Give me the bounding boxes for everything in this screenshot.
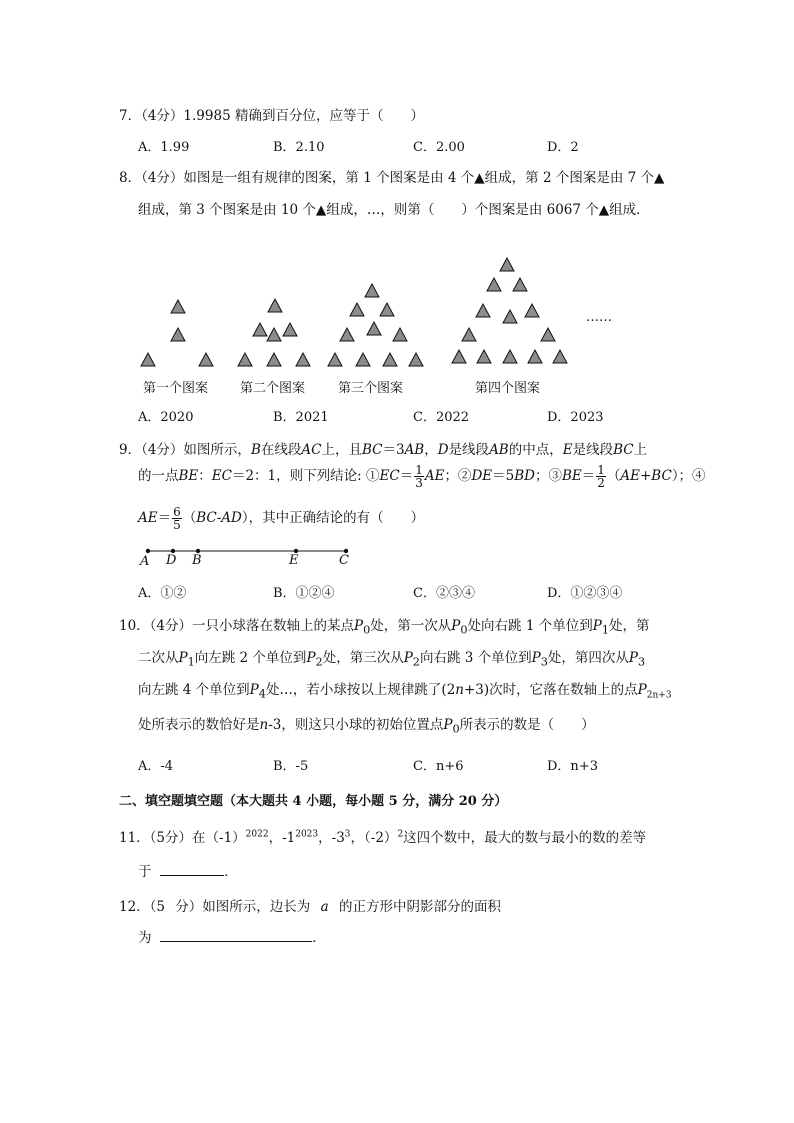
q10-line1: 10．（4分）一只小球落在数轴上的某点$P_0$处，第一次从$P_0$处向右跳 1 个单位到$P_1$处，第 [119,618,650,637]
q10-option-d: D．n+3 [547,759,598,774]
q10-option-a: A．-4 [138,759,174,774]
q12-line2: 为 ． [138,930,326,946]
point-label-e: E [289,553,299,568]
fraction-6-5: $\frac{6}{5}$ [173,505,181,532]
q7-option-a: A．1.99 [138,140,190,155]
q10-option-c: C．n+6 [413,759,464,774]
q8-option-c: C．2022 [413,410,470,425]
point-label-d: D [166,553,177,568]
q11-answer-blank[interactable] [160,875,224,876]
q8-option-b: B．2021 [273,410,329,425]
q7-stem: 7．（4分）1.9985 精确到百分位，应等于（ ） [119,108,424,124]
q9-line1: 9．（4分）如图所示，B在线段AC上，且BC＝3AB，D是线段AB的中点，E是线段BC上 [119,442,648,458]
q8-line1: 8．（4分）如图是一组有规律的图案，第 1 个图案是由 4 个▲组成，第 2 个图案是由 7 个▲ [119,170,665,186]
q9-option-b: B．①②④ [273,586,335,601]
point-label-c: C [339,553,349,568]
point-label-b: B [192,553,202,568]
caption-pattern-4: 第四个图案 [475,381,541,396]
q7-option-b: B．2.10 [273,140,325,155]
q7-option-c: C．2.00 [413,140,465,155]
point-a-dot [146,549,150,553]
q9-line2: 的一点BE：EC＝2：1，则下列结论: ①EC＝ $\frac{1}{3}$ AE；②DE＝5BD；③BE＝ $\frac{1}{2}$ （AE+BC）；④ [138,463,706,490]
point-label-a: A [140,554,150,569]
q8-option-a: A．2020 [138,410,194,425]
q11-line2: 于 ． [138,864,238,880]
pattern-ellipsis: …… [586,310,612,325]
q7-option-d: D．2 [547,140,579,155]
fraction-1-2: $\frac{1}{2}$ [597,463,605,490]
caption-pattern-2: 第二个图案 [240,381,306,396]
q11-line1: 11．（5分）在$(-1)^{2022}$，$-1^{2023}$，$-3^3$，$(-2)^2$这四个数中，最大的数与最小的数的差等 [119,829,647,846]
q10-line2: 二次从$P_1$向左跳 2 个单位到$P_2$处，第三次从$P_2$向右跳 3 个单位到$P_3$处，第四次从$P_3$ [138,650,646,669]
q8-line2: 组成，第 3 个图案是由 10 个▲组成，…，则第（ ）个图案是由 6067 个▲组成． [138,202,650,218]
q8-option-d: D．2023 [547,410,604,425]
q9-option-a: A．①② [138,586,187,601]
q10-option-b: B．-5 [273,759,309,774]
q9-option-d: D．①②③④ [547,586,623,601]
fraction-1-3: $\frac{1}{3}$ [415,463,423,490]
q12-answer-blank[interactable] [160,941,312,942]
q9-line3: AE＝ $\frac{6}{5}$ （BC-AD），其中正确结论的有（ ） [138,505,425,532]
q12-line1: 12．（5 分）如图所示，边长为 a 的正方形中阴影部分的面积 [119,899,501,915]
section-2-heading: 二、填空题填空题（本大题共 4 小题，每小题 5 分，满分 20 分） [119,794,508,809]
caption-pattern-3: 第三个图案 [338,381,404,396]
q10-line4: 处所表示的数恰好是n-3，则这只小球的初始位置点$P_0$所表示的数是（ ） [138,717,595,736]
caption-pattern-1: 第一个图案 [143,381,209,396]
q10-line3: 向左跳 4 个单位到$P_4$处…，若小球按以上规律跳了(2n+3)次时，它落在数轴上的点$P_{2n+3}$ [138,682,672,701]
q9-option-c: C．②③④ [413,586,475,601]
